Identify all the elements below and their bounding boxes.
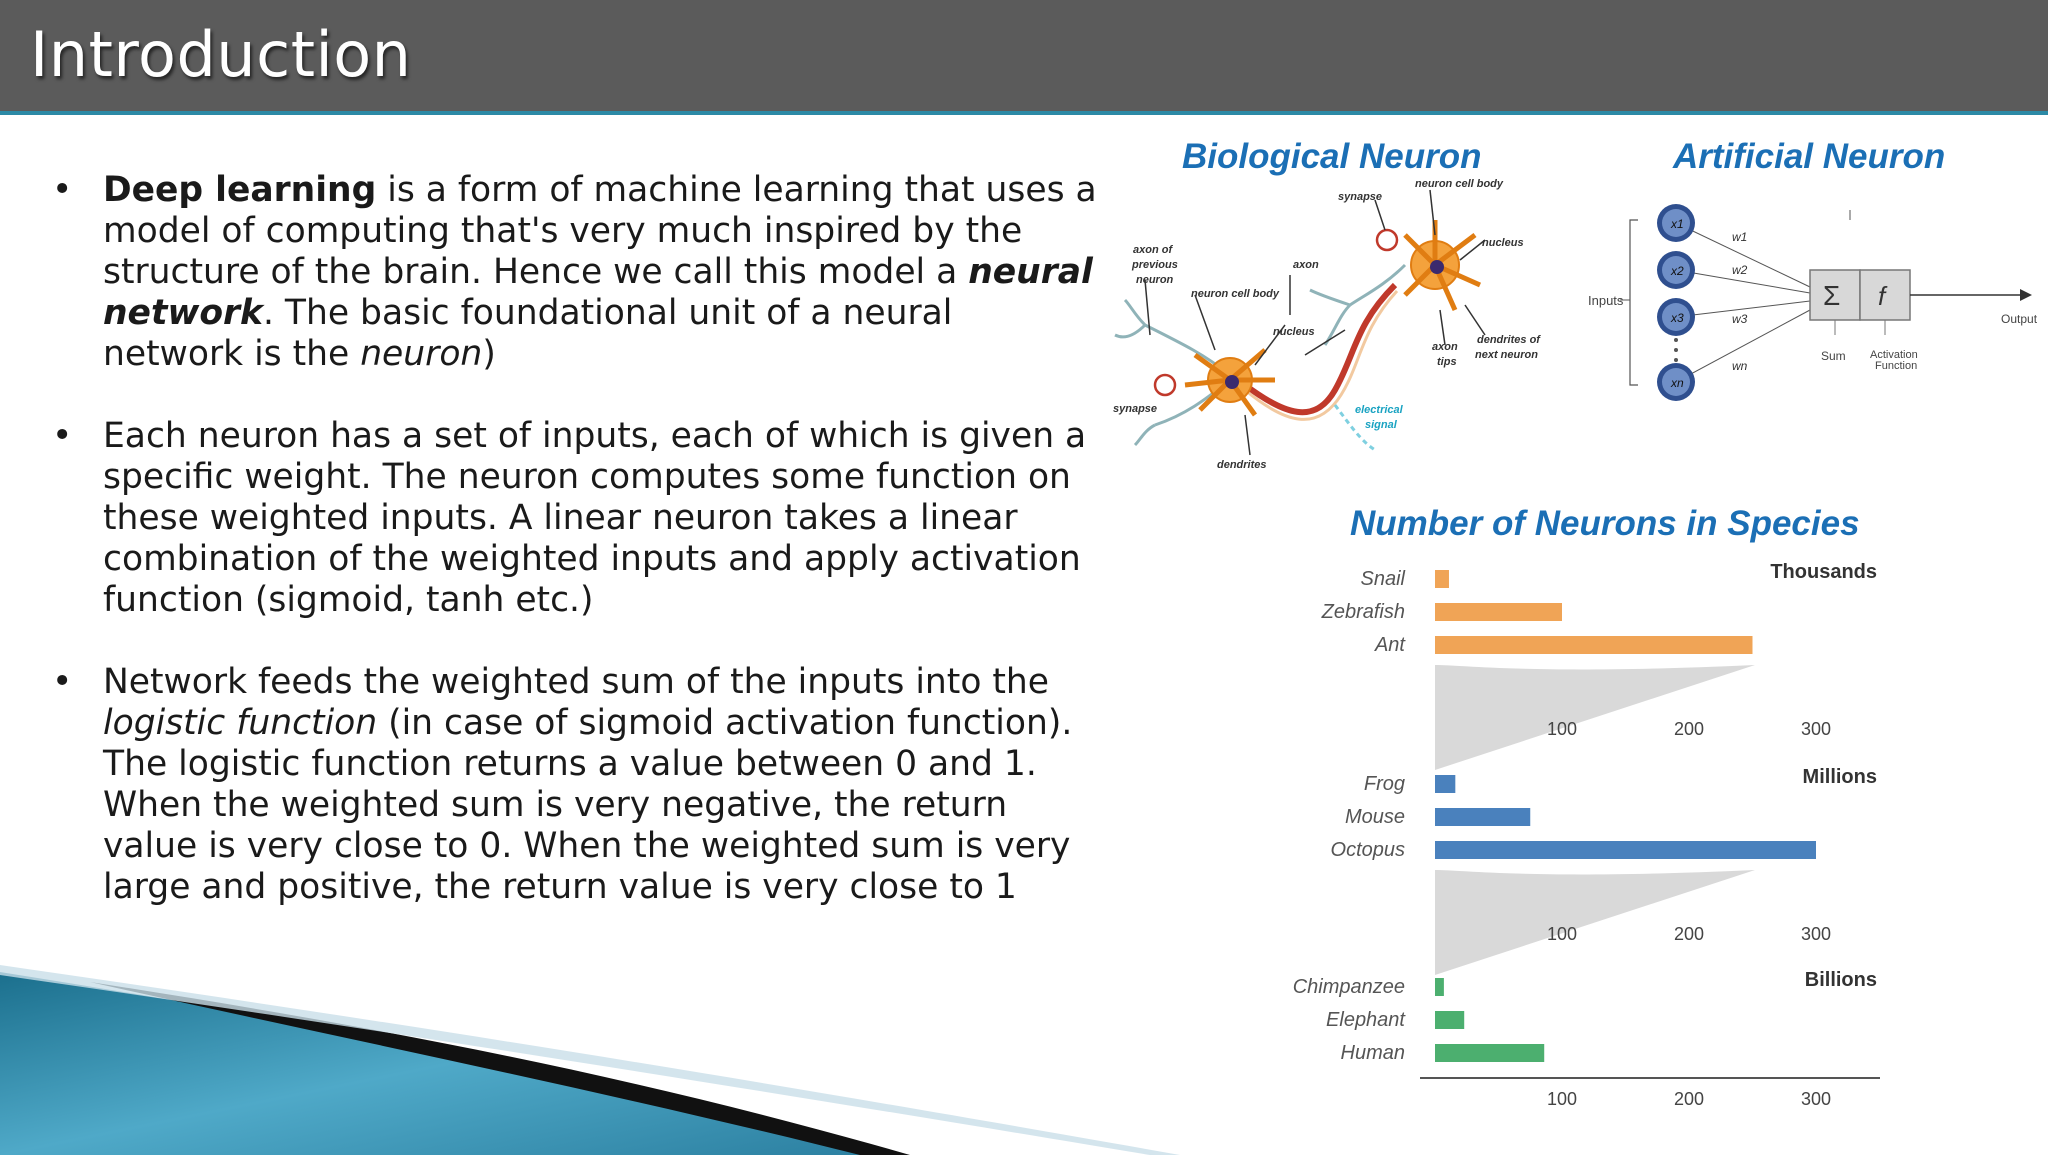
label-nucleus: nucleus <box>1273 326 1315 338</box>
input-node <box>1657 298 1695 336</box>
label-neuron-cell-body: neuron cell body <box>1191 288 1280 300</box>
input-node-label: xn <box>1671 376 1684 390</box>
category-label: Frog <box>1363 773 1405 795</box>
tick-label: 300 <box>1800 924 1832 944</box>
bar-human <box>1435 1044 1544 1062</box>
artificial-neuron-title: Artificial Neuron <box>1673 137 1946 176</box>
label-axon: axon <box>1293 259 1319 271</box>
unit-label: Millions <box>1802 766 1877 788</box>
biological-neuron-diagram <box>1105 175 1565 475</box>
bullet-list <box>48 170 1098 949</box>
tick-label: 100 <box>1546 719 1578 739</box>
unit-label: Billions <box>1804 969 1877 991</box>
input-node <box>1657 251 1695 289</box>
inputs-label: Inputs <box>1588 293 1624 308</box>
bar-elephant <box>1435 1011 1464 1029</box>
label-synapse-top: synapse <box>1338 191 1383 203</box>
unit-label: Thousands <box>1770 561 1877 583</box>
weight-label: w2 <box>1732 263 1748 277</box>
chart-title: Number of Neurons in Species <box>1350 504 1860 543</box>
slide-title: Introduction <box>30 18 412 91</box>
category-label: Chimpanzee <box>1292 976 1405 998</box>
bar-mouse <box>1435 808 1530 826</box>
bar-frog <box>1435 775 1455 793</box>
bullet-dot: • <box>52 662 73 702</box>
label-next-neuron: next neuron <box>1475 349 1538 361</box>
bullet-text: Each neuron has a set of inputs, each of which is given a specific weight. The neuron computes some function on these weighted inputs. A linear neuron takes a linear combination of the weighted inputs and apply activation function (sigmoid, tanh etc.) <box>103 416 1087 620</box>
category-label: Snail <box>1360 568 1405 590</box>
biological-neuron-title: Biological Neuron <box>1182 137 1482 176</box>
term-deep-learning: Deep learning <box>103 170 377 210</box>
label-dendrites-of: dendrites of <box>1477 334 1540 346</box>
label-dendrites: dendrites <box>1217 459 1267 471</box>
label-synapse-left: synapse <box>1113 403 1158 415</box>
label-signal: signal <box>1365 419 1397 431</box>
tick-label: 100 <box>1546 924 1578 944</box>
label-neuron: neuron <box>1136 274 1174 286</box>
zoom-funnel <box>1435 665 1755 770</box>
tick-label: 300 <box>1800 1089 1832 1109</box>
label-axon-tips-1: axon <box>1432 341 1458 353</box>
bar-chimpanzee <box>1435 978 1444 996</box>
output-label: Output <box>2001 312 2038 326</box>
term-neural-network: neural network <box>103 252 1093 333</box>
term-logistic-function: logistic function <box>103 703 378 743</box>
input-node-label: x3 <box>1671 311 1684 325</box>
term-neuron: neuron <box>360 334 483 374</box>
bar-ant <box>1435 636 1753 654</box>
input-node-label: x1 <box>1671 217 1684 231</box>
input-node <box>1657 204 1695 242</box>
activation-label-2: Function <box>1875 360 1918 372</box>
tick-label: 200 <box>1673 719 1705 739</box>
weight-label: w1 <box>1732 230 1748 244</box>
input-node-label: x2 <box>1671 264 1684 278</box>
category-label: Human <box>1340 1042 1405 1064</box>
label-nucleus-top: nucleus <box>1482 237 1524 249</box>
bullet-item <box>48 662 1098 908</box>
label-axon-tips-2: tips <box>1437 356 1457 368</box>
label-axon-of: axon of <box>1133 244 1173 256</box>
bullet-text: Network feeds the weighted sum of the inputs into the logistic function (in case of sigmoid activation function). The logistic function returns a value between 0 and 1. When the weighted sum is very negative, the return value is very close to 0. When the weighted sum is very large and positive, the return value is very close to 1 <box>103 662 1073 907</box>
tick-label: 200 <box>1673 1089 1705 1109</box>
sum-symbol: Σ <box>1823 280 1841 311</box>
label-neuron-cell-body-top: neuron cell body <box>1415 178 1504 190</box>
artificial-neuron-diagram <box>1580 195 2048 415</box>
category-label: Ant <box>1374 634 1405 656</box>
bar-octopus <box>1435 841 1816 859</box>
zoom-funnel <box>1435 870 1755 975</box>
bar-zebrafish <box>1435 603 1562 621</box>
bullet-dot: • <box>52 416 73 456</box>
bullet-item <box>48 416 1098 621</box>
bar-snail <box>1435 570 1449 588</box>
bullet-dot: • <box>52 170 73 210</box>
category-label: Octopus <box>1330 839 1405 861</box>
label-previous: previous <box>1132 259 1178 271</box>
category-label: Zebrafish <box>1321 601 1405 623</box>
category-label: Elephant <box>1326 1009 1405 1031</box>
bullet-item <box>48 170 1098 375</box>
weight-label: wn <box>1732 359 1748 373</box>
input-node <box>1657 363 1695 401</box>
weight-label: w3 <box>1732 312 1748 326</box>
activation-label-1: Activation <box>1870 349 1918 361</box>
activation-symbol: f <box>1878 281 1886 311</box>
category-label: Mouse <box>1344 806 1405 828</box>
tick-label: 100 <box>1546 1089 1578 1109</box>
bullet-text: Deep learning is a form of machine learning that uses a model of computing that's very much inspired by the structure of the brain. Hence we call this model a neural network. The basic foundational unit of a neural network is the neuron) <box>103 170 1097 374</box>
neuron-count-chart <box>1280 555 1900 1110</box>
tick-label: 200 <box>1673 924 1705 944</box>
sum-label: Sum <box>1821 349 1846 363</box>
label-electrical: electrical <box>1355 404 1403 416</box>
tick-label: 300 <box>1800 719 1832 739</box>
